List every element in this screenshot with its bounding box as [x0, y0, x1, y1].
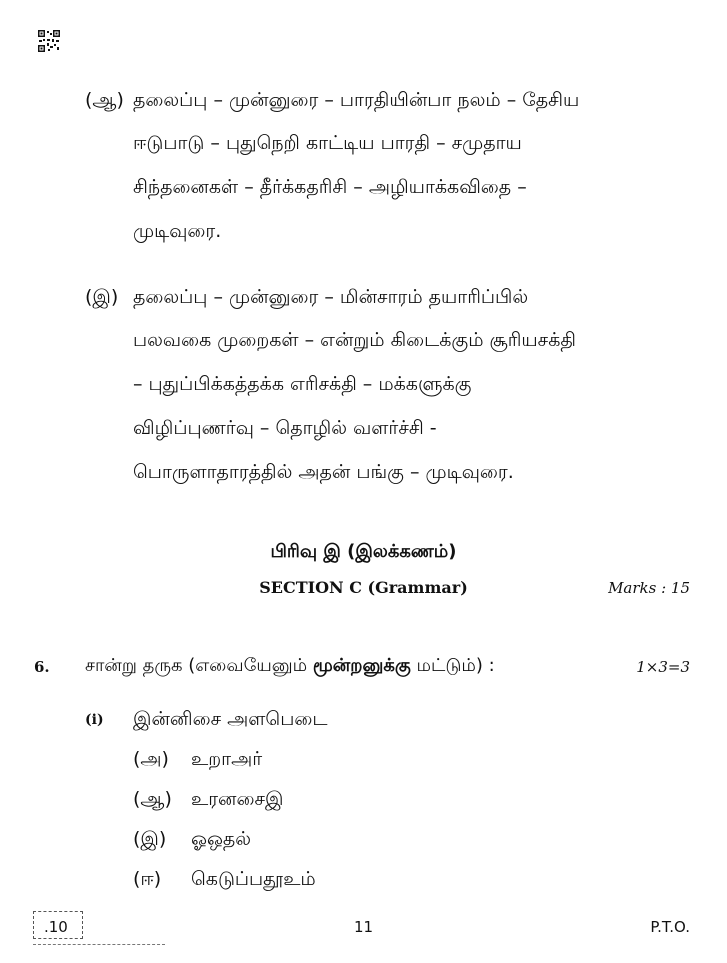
question-number: 6.: [34, 658, 50, 676]
option-c-label: (இ): [133, 828, 167, 850]
qr-code-icon: [38, 30, 60, 52]
part-aa-label: (ஆ): [85, 89, 124, 111]
part-i-label: (இ): [85, 286, 119, 308]
part-i-line-4: விழிப்புணர்வு – தொழில் வளர்ச்சி -: [133, 417, 437, 439]
sub-question-label: (i): [85, 712, 104, 728]
part-aa-line-1: தலைப்பு – முன்னுரை – பாரதியின்பா நலம் – தேசிய: [133, 89, 580, 111]
question-text-after: மட்டும்) :: [410, 655, 495, 676]
part-i-line-5: பொருளாதாரத்தில் அதன் பங்கு – முடிவுரை.: [133, 461, 514, 483]
pto-label: P.T.O.: [650, 918, 690, 936]
paper-code: .10: [44, 918, 68, 936]
option-b-text: உரனசைஇ: [191, 788, 284, 810]
part-i-line-2: பலவகை முறைகள் – என்றும் கிடைக்கும் சூரியசக்தி: [133, 329, 576, 351]
page-number: 11: [353, 918, 374, 936]
section-tamil-title: பிரிவு இ (இலக்கணம்): [270, 541, 457, 562]
part-aa-line-4: முடிவுரை.: [133, 220, 222, 242]
section-english-title: SECTION C (Grammar): [259, 578, 468, 597]
paper-code-underline: [33, 944, 165, 945]
part-aa-line-2: ஈடுபாடு – புதுநெறி காட்டிய பாரதி – சமுதாய: [133, 132, 522, 154]
option-d-label: (ஈ): [133, 868, 162, 890]
question-text: [85, 654, 495, 678]
sub-question-title: இன்னிசை அளபெடை: [133, 708, 328, 730]
question-score: 1×3=3: [636, 658, 690, 676]
section-marks: Marks : 15: [608, 579, 690, 597]
option-c-text: ஓஒதல்: [191, 828, 252, 850]
part-i-line-1: தலைப்பு – முன்னுரை – மின்சாரம் தயாரிப்பில்: [133, 286, 529, 308]
question-text-bold: மூன்றனுக்கு: [312, 655, 411, 676]
part-aa-line-3: சிந்தனைகள் – தீர்க்கதரிசி – அழியாக்கவிதை –: [133, 176, 527, 198]
option-d-text: கெடுப்பதூஉம்: [191, 868, 316, 890]
question-text-before: சான்று தருக (எவையேனும்: [85, 655, 313, 676]
option-b-label: (ஆ): [133, 788, 172, 810]
option-a-text: உறாஅர்: [191, 748, 263, 770]
part-i-line-3: – புதுப்பிக்கத்தக்க எரிசக்தி – மக்களுக்கு: [133, 373, 472, 395]
option-a-label: (அ): [133, 748, 169, 770]
